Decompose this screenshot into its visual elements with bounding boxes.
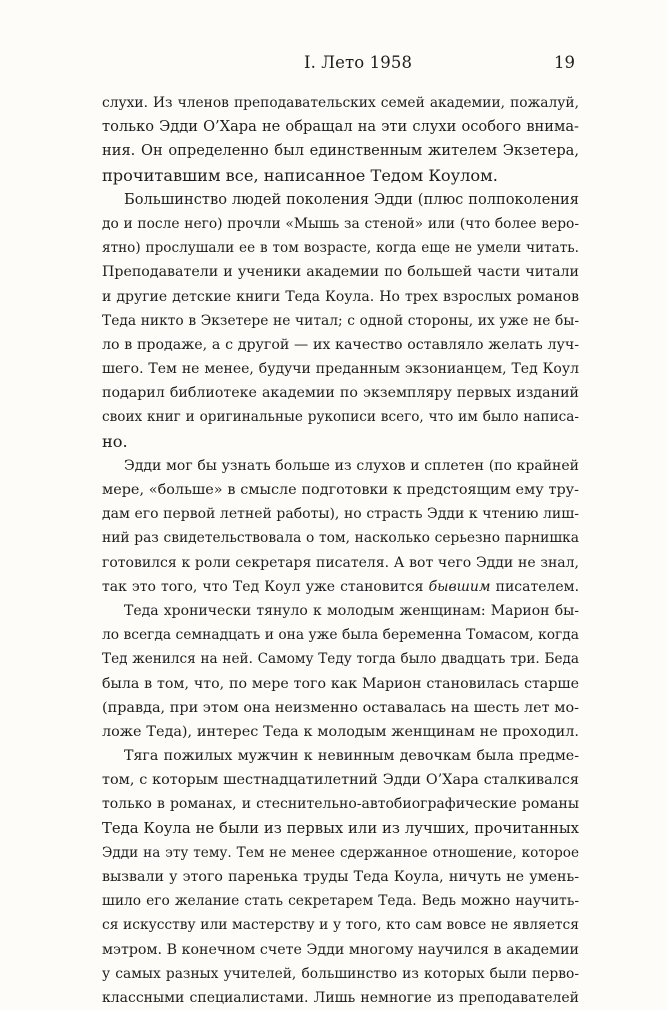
text-line: но. <box>102 431 128 451</box>
body-text <box>102 91 579 1010</box>
text-line: подарил библиотеке академии по экземпляру первых изданий <box>102 385 579 402</box>
text-line: шего. Тем не менее, будучи преданным экзонианцем, Тед Коул <box>102 361 579 378</box>
text-fragment: писателем. <box>495 578 579 595</box>
text-line: была в том, что, по мере того как Марион становилась старше <box>102 675 579 692</box>
text-line: Тед женился на ней. Самому Теду тогда было двадцать три. Беда <box>102 651 579 668</box>
page-number: 19 <box>554 53 575 72</box>
text-line: Теда Коула не были из первых или из лучших, прочитанных <box>102 819 579 837</box>
text-line: ло всегда семнадцать и она уже была беременна Томасом, когда <box>102 627 579 644</box>
text-line: вызвали у этого паренька труды Теда Коула, ничуть не умень- <box>102 869 579 885</box>
text-line: Эдди на эту тему. Тем не менее сдержанное отношение, которое <box>102 844 579 861</box>
text-line: Эдди мог бы узнать больше из слухов и сплетен (по крайней <box>124 457 579 474</box>
text-line: мере, «больше» в смысле подготовки к предстоящим ему тру- <box>102 482 579 498</box>
text-line: до и после него) прочли «Мышь за стеной» или (что более веро- <box>102 215 579 232</box>
text-line: ятно) прослушали ее в том возрасте, когда еще не умели читать. <box>102 240 579 257</box>
chapter-title: I. Лето 1958 <box>304 53 413 72</box>
text-line: прочитавшим все, написанное Тедом Коулом. <box>102 165 498 185</box>
text-line: у самых разных учителей, большинство из которых были перво- <box>102 965 579 982</box>
text-line <box>102 575 579 599</box>
text-line: (правда, при этом она неизменно оставалась на шесть лет мо- <box>102 699 579 716</box>
text-line: Большинство людей поколения Эдди (плюс полпоколения <box>124 190 579 208</box>
text-line: Преподаватели и ученики академии по большей части читали <box>102 264 579 281</box>
italic-emphasis: бывшим <box>428 578 491 595</box>
text-line: мэтром. В конечном счете Эдди многому научился в академии <box>102 941 579 958</box>
text-line: дам его первой летней работы), но страсть Эдди к чтению лиш- <box>102 506 579 523</box>
text-line: своих книг и оригинальные рукописи всего, что им было написа- <box>102 409 579 426</box>
text-line: шило его желание стать секретарем Теда. Ведь можно научить- <box>102 893 579 910</box>
text-fragment: так это того, что Тед Коул уже становится <box>102 578 424 595</box>
text-line: ния. Он определенно был единственным жителем Экзетера, <box>102 142 579 160</box>
text-line: ний раз свидетельствовала о том, насколько серьезно парнишка <box>102 530 579 547</box>
text-line: Тяга пожилых мужчин к невинным девочкам была предме- <box>124 748 579 765</box>
text-line: Теда никто в Экзетере не читал; с одной стороны, их уже не бы- <box>102 312 579 329</box>
running-header <box>0 53 667 73</box>
text-line: только в романах, и стеснительно-автобиографические романы <box>102 796 579 813</box>
text-line: ся искусству или мастерству и у того, кто сам вовсе не является <box>102 917 579 934</box>
text-line: слухи. Из членов преподавательских семей академии, пожалуй, <box>102 95 579 111</box>
text-line: готовился к роли секретаря писателя. А вот чего Эдди не знал, <box>102 554 579 571</box>
text-line: только Эдди О’Хара не обращал на эти слухи особого внима- <box>102 118 579 136</box>
text-line: ложе Теда), интерес Теда к молодым женщинам не проходил. <box>102 723 579 740</box>
text-line: Теда хронически тянуло к молодым женщинам: Марион бы- <box>124 602 579 619</box>
text-line: и другие детские книги Теда Коула. Но трех взрослых романов <box>102 288 579 305</box>
text-line: том, с которым шестнадцатилетний Эдди О’Хара сталкивался <box>102 772 579 789</box>
text-line: ло в продаже, а с другой — их качество оставляло желать луч- <box>102 336 579 353</box>
text-line: классными специалистами. Лишь немногие из преподавателей <box>102 989 579 1006</box>
